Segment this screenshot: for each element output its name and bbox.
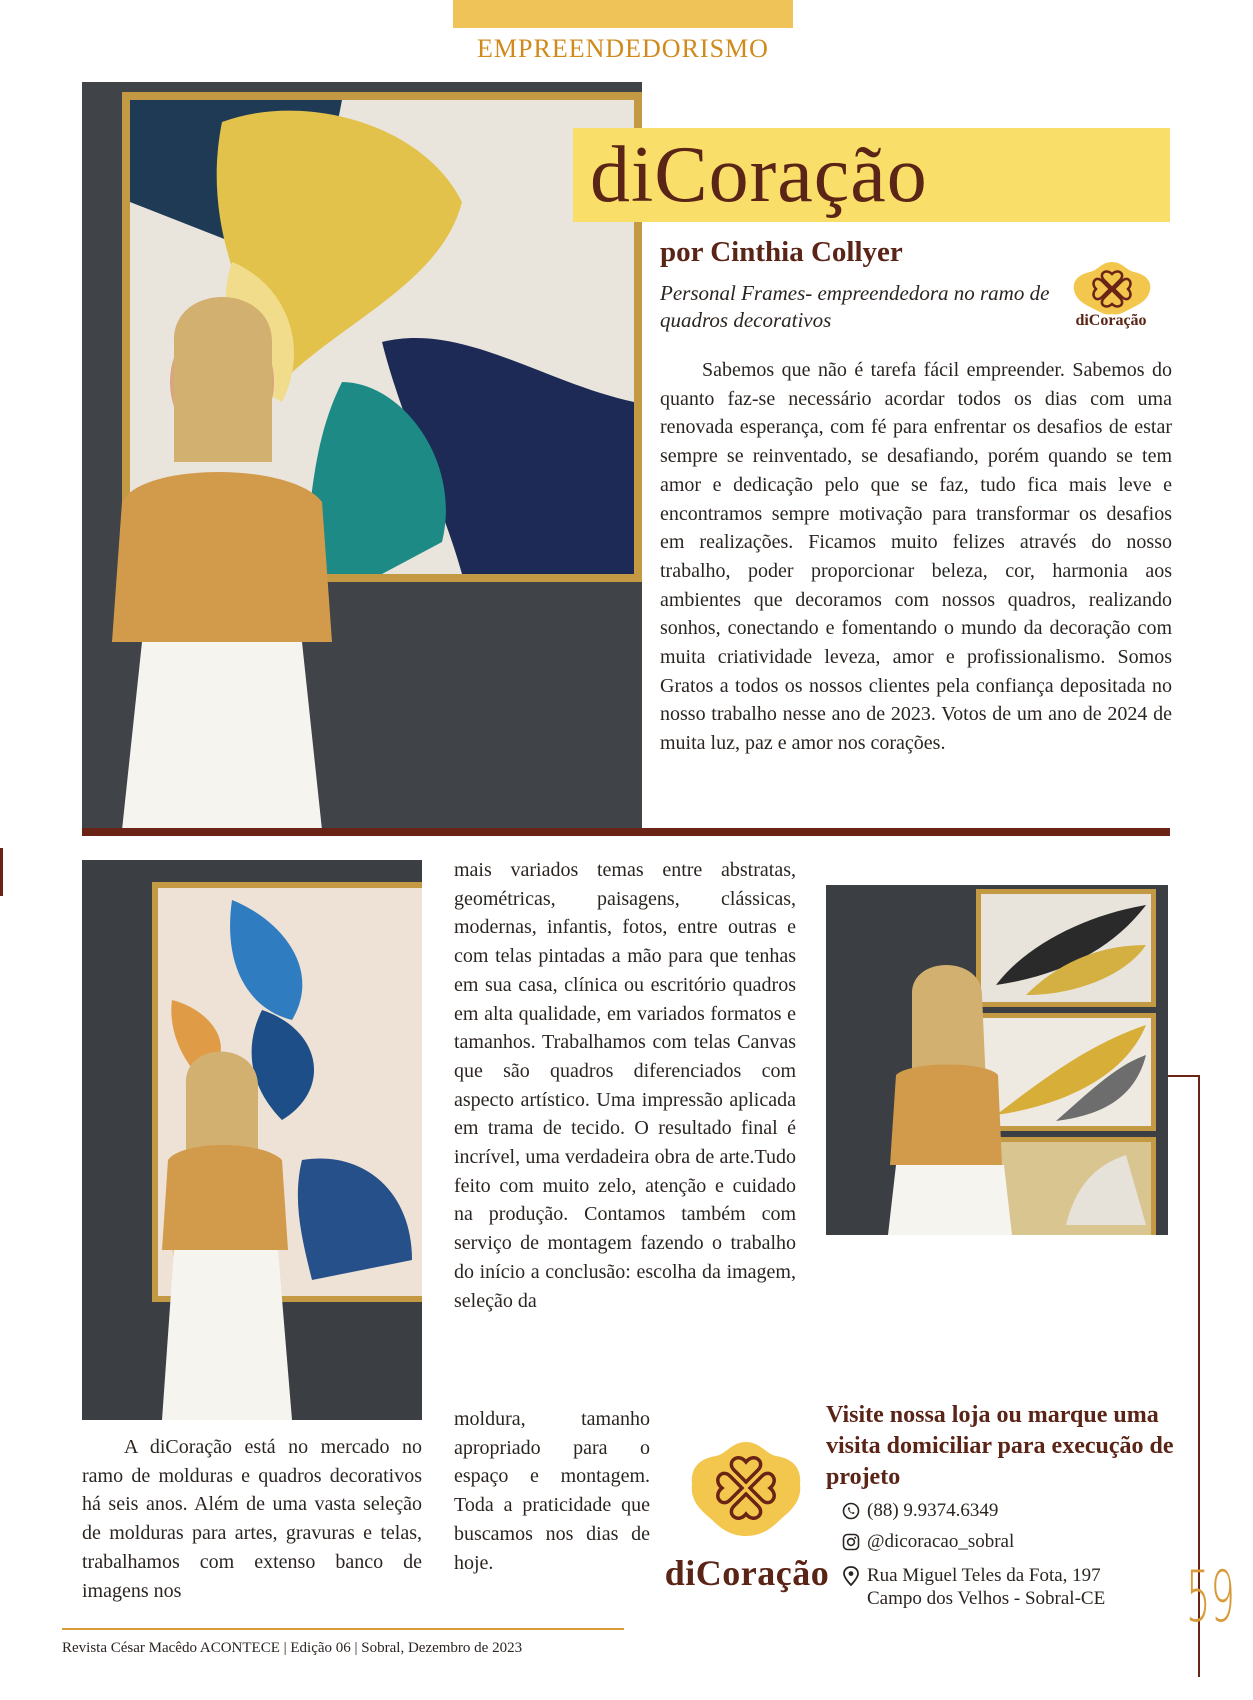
contact-instagram[interactable] [842, 1531, 1014, 1553]
middle-column-text: mais variados temas entre abstratas, geométricas, paisagens, clássicas, modernas, infantis, fotos, entre outras e com telas pintadas a mão para que tenhas em sua casa, clínica ou escritório quadros em alta qualidade, em variados formatos e tamanhos. Trabalhamos com telas Canvas que são quadros diferenciados com aspecto artístico. Uma impressão aplicada em trama de tecido. O resultado final é incrível, uma verdadeira obra de arte.Tudo feito com muito zelo, atenção e cuidado na produção. Contamos também com serviço de montagem fazendo o trabalho do início a conclusão: escolha da imagem, seleção da [454, 859, 796, 1312]
call-to-action: Visite nossa loja ou marque uma visita domiciliar para execução de projeto [826, 1402, 1174, 1490]
brand-logo-small-text: diCoração [1075, 312, 1147, 329]
middle-column-end-text: moldura, tamanho apropriado para o espaço e montagem. Toda a praticidade que buscamos nos dias de hoje. [454, 1408, 650, 1574]
edge-mark [0, 848, 3, 896]
footer-line [62, 1628, 624, 1630]
contact-address [842, 1564, 1105, 1610]
phone-number: (88) 9.9374.6349 [867, 1500, 999, 1521]
publication-footer: Revista César Macêdo ACONTECE | Edição 06 | Sobral, Dezembro de 2023 [62, 1640, 523, 1656]
right-photo [826, 885, 1168, 1235]
page-number: 59 [1186, 1556, 1235, 1638]
intro-paragraph [660, 356, 1172, 758]
intro-text: Sabemos que não é tarefa fácil empreender. Sabemos do quanto faz-se necessário acordar todos os dias com uma renovada esperança, com fé para enfrentar os desafios de estar sempre se reinventado, se desafiando, porém quando se tem amor e dedicação pelo que se faz, tudo fica mais leve e encontramos sempre motivação para transformar os desafios em realizações. Ficamos muito felizes através do nosso trabalho, poder proporcionar beleza, cor, harmonia aos ambientes que decoramos com nossos quadros, realizando sonhos, conectando e fomentando o mundo da decoração com muita criatividade leveza, amor e profissionalismo. Somos Gratos a todos os nossos clientes pela confiança depositada no nosso trabalho nesse ano de 2023. Votos de um ano de 2024 de muita luz, paz e amor nos corações. [660, 359, 1172, 755]
author-role: Personal Frames- empreendedora no ramo de quadros decorativos [660, 281, 1050, 332]
article-title: diCoração [590, 131, 928, 219]
brand-logo-large [686, 1440, 806, 1550]
address-line-2: Campo dos Velhos - Sobral-CE [867, 1588, 1106, 1609]
middle-column-end [454, 1405, 650, 1577]
instagram-icon [842, 1533, 860, 1551]
location-pin-icon [842, 1566, 860, 1584]
instagram-handle: @dicoracao_sobral [867, 1531, 1015, 1552]
byline: por Cinthia Collyer [660, 236, 903, 268]
section-divider [82, 828, 1170, 836]
whatsapp-icon [842, 1502, 860, 1520]
address-line-1: Rua Miguel Teles da Fota, 197 [867, 1565, 1101, 1586]
brand-logo-large-text: diCoração [664, 1553, 830, 1593]
header-band [453, 0, 793, 28]
middle-column [454, 856, 796, 1315]
left-column [82, 1433, 422, 1605]
left-column-text: A diCoração está no mercado no ramo de molduras e quadros decorativos há seis anos. Além de uma vasta seleção de molduras para artes, gravuras e telas, trabalhamos com extenso banco de imagens nos [82, 1436, 422, 1602]
main-photo [82, 82, 642, 830]
section-label: EMPREENDEDORISMO [477, 34, 769, 63]
contact-phone[interactable] [842, 1500, 998, 1522]
left-photo [82, 860, 422, 1420]
